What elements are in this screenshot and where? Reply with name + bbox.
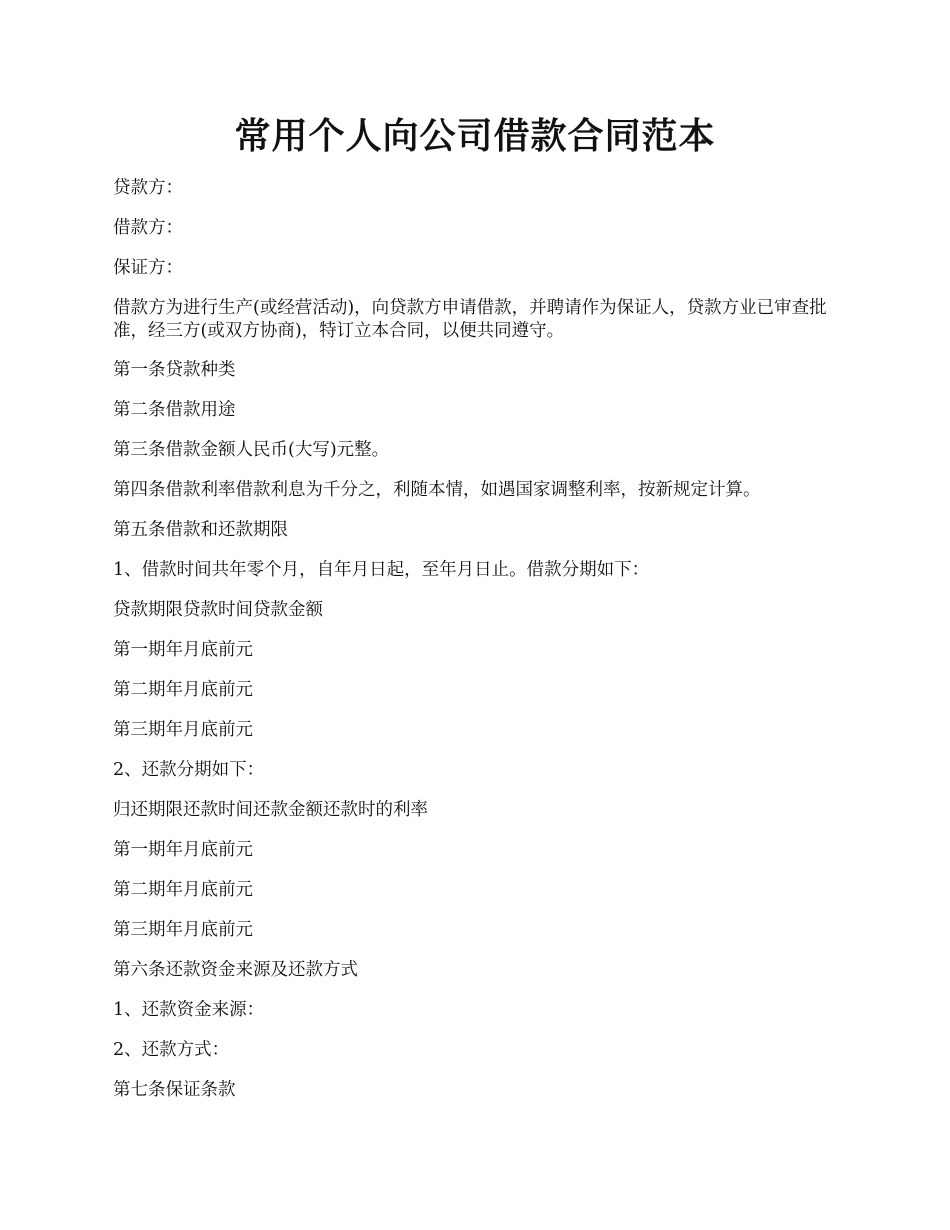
paragraph-article-4: 第四条借款利率借款利息为千分之，利随本情，如遇国家调整利率，按新规定计算。 (113, 480, 761, 500)
paragraph-loan-period-3: 第三期年月底前元 (113, 720, 253, 740)
paragraph-lender: 贷款方： (113, 178, 183, 198)
paragraph-repayment-period-3: 第三期年月底前元 (113, 920, 253, 940)
paragraph-loan-term: 1、借款时间共年零个月，自年月日起，至年月日止。借款分期如下： (113, 560, 650, 580)
paragraph-repayment-period-2: 第二期年月底前元 (113, 880, 253, 900)
paragraph-fund-source: 1、还款资金来源： (113, 1000, 265, 1020)
paragraph-loan-period-2: 第二期年月底前元 (113, 680, 253, 700)
paragraph-repayment-method: 2、还款方式： (113, 1040, 230, 1060)
paragraph-repayment-schedule: 2、还款分期如下： (113, 760, 265, 780)
paragraph-article-7: 第七条保证条款 (113, 1080, 236, 1100)
paragraph-loan-period-1: 第一期年月底前元 (113, 640, 253, 660)
paragraph-guarantor: 保证方： (113, 258, 183, 278)
paragraph-repayment-header: 归还期限还款时间还款金额还款时的利率 (113, 800, 428, 820)
paragraph-article-1: 第一条贷款种类 (113, 360, 236, 380)
document-body (113, 177, 843, 1119)
document-title: 常用个人向公司借款合同范本 (234, 115, 716, 157)
paragraph-preamble: 借款方为进行生产(或经营活动)，向贷款方申请借款，并聘请作为保证人，贷款方业已审查批准，经三方(或双方协商)，特订立本合同，以便共同遵守。 (113, 298, 827, 341)
paragraph-loan-schedule-header: 贷款期限贷款时间贷款金额 (113, 600, 323, 620)
paragraph-article-2: 第二条借款用途 (113, 400, 236, 420)
paragraph-article-3: 第三条借款金额人民币(大写)元整。 (113, 440, 390, 460)
paragraph-repayment-period-1: 第一期年月底前元 (113, 840, 253, 860)
paragraph-article-6: 第六条还款资金来源及还款方式 (113, 960, 358, 980)
paragraph-article-5: 第五条借款和还款期限 (113, 520, 288, 540)
paragraph-borrower: 借款方： (113, 218, 183, 238)
